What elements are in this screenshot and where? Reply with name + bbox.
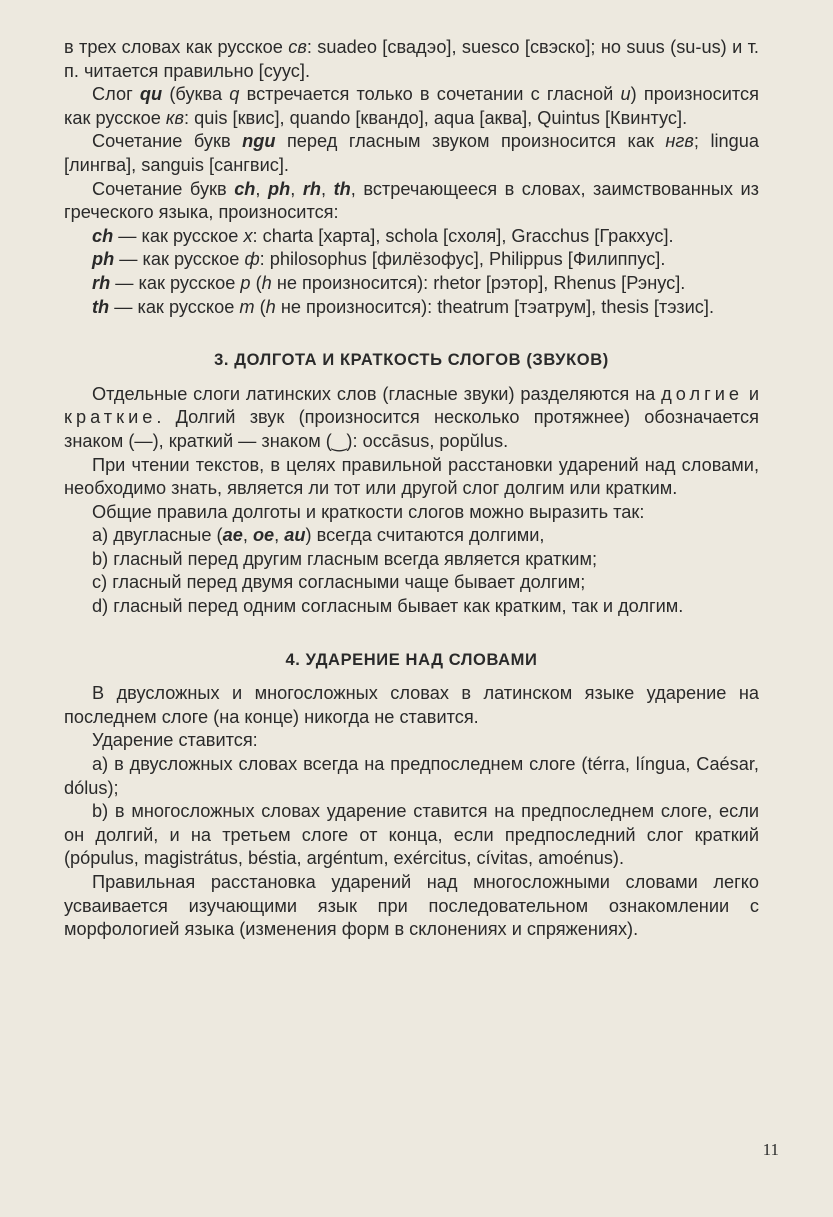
paragraph-greek-combinations: Сочетание букв ch, ph, rh, th, встречающееся в словах, заимствованных из греческого языка, произносится:	[64, 178, 760, 223]
section-heading-4: 4. УДАРЕНИЕ НАД СЛОВАМИ	[285, 650, 538, 669]
section3-paragraph-3: Общие правила долготы и краткости слогов можно выразить так:	[92, 501, 645, 522]
paragraph-su: в трех словах как русское св: suadeo [свадэо], suesco [свэско]; но suus (su-us) и т. п. читается правильно [суус].	[64, 37, 759, 81]
rule-th: th — как русское т (h не произносится): theatrum [тэатрум], thesis [тэзис].	[92, 296, 715, 317]
section4-rule-a: а) в двусложных словах всегда на предпоследнем слоге (térra, língua, Caésar, dólus);	[64, 754, 759, 798]
section4-paragraph-2: Ударение ставится:	[92, 730, 258, 751]
section3-rule-b: b) гласный перед другим гласным всегда является кратким;	[92, 548, 598, 569]
page-content	[64, 36, 759, 942]
section3-rule-a: а) двугласные (ae, oe, au) всегда считаются долгими,	[92, 525, 545, 546]
section3-rule-d: d) гласный перед одним согласным бывает как кратким, так и долгим.	[92, 596, 684, 617]
rule-ch: ch — как русское х: charta [харта], schola [схоля], Gracchus [Гракхус].	[92, 225, 674, 246]
section3-paragraph-2: При чтении текстов, в целях правильной расстановки ударений над словами, необходимо знать, является ли тот или другой слог долгим или кратким.	[64, 454, 759, 499]
section3-rule-c: c) гласный перед двумя согласными чаще бывает долгим;	[92, 572, 586, 593]
rule-ph: ph — как русское ф: philosophus [филёзофус], Philippus [Филиппус].	[92, 249, 666, 270]
page-number: 11	[762, 1140, 779, 1159]
paragraph-ngu: Сочетание букв ngu перед гласным звуком произносится как нгв; lingua [лингва], sanguis [сангвис].	[64, 131, 759, 175]
section4-rule-b: b) в многосложных словах ударение ставится на предпоследнем слоге, если он долгий, и на третьем слоге от конца, если предпоследний слог краткий (pópulus, magistrátus, béstia, argéntum, exércitus, cívitas, amoénus).	[64, 801, 759, 869]
rule-rh: rh — как русское р (h не произносится): rhetor [рэтор], Rhenus [Рэнус].	[92, 272, 686, 293]
section3-paragraph-1: Отдельные слоги латинских слов (гласные звуки) разделяются на долгие и краткие. Долгий звук (произносится несколько протяжнее) обозначается знаком (—), краткий — знаком (‿): occāsus, popŭlus.	[64, 383, 760, 451]
paragraph-qu: Слог qu (буква q встречается только в сочетании с гласной u) произносится как русское кв: quis [квис], quando [квандо], aqua [аква], Quintus [Квинтус].	[64, 84, 759, 128]
section4-paragraph-1: В двусложных и многосложных словах в латинском языке ударение на последнем слоге (на конце) никогда не ставится.	[64, 683, 759, 727]
section-heading-3: 3. ДОЛГОТА И КРАТКОСТЬ СЛОГОВ (ЗВУКОВ)	[214, 351, 609, 370]
section4-paragraph-3: Правильная расстановка ударений над многосложными словами легко усваивается изучающими язык при последовательном ознакомлении с морфологией языка (изменения форм в склонениях и спряжениях).	[64, 872, 759, 940]
